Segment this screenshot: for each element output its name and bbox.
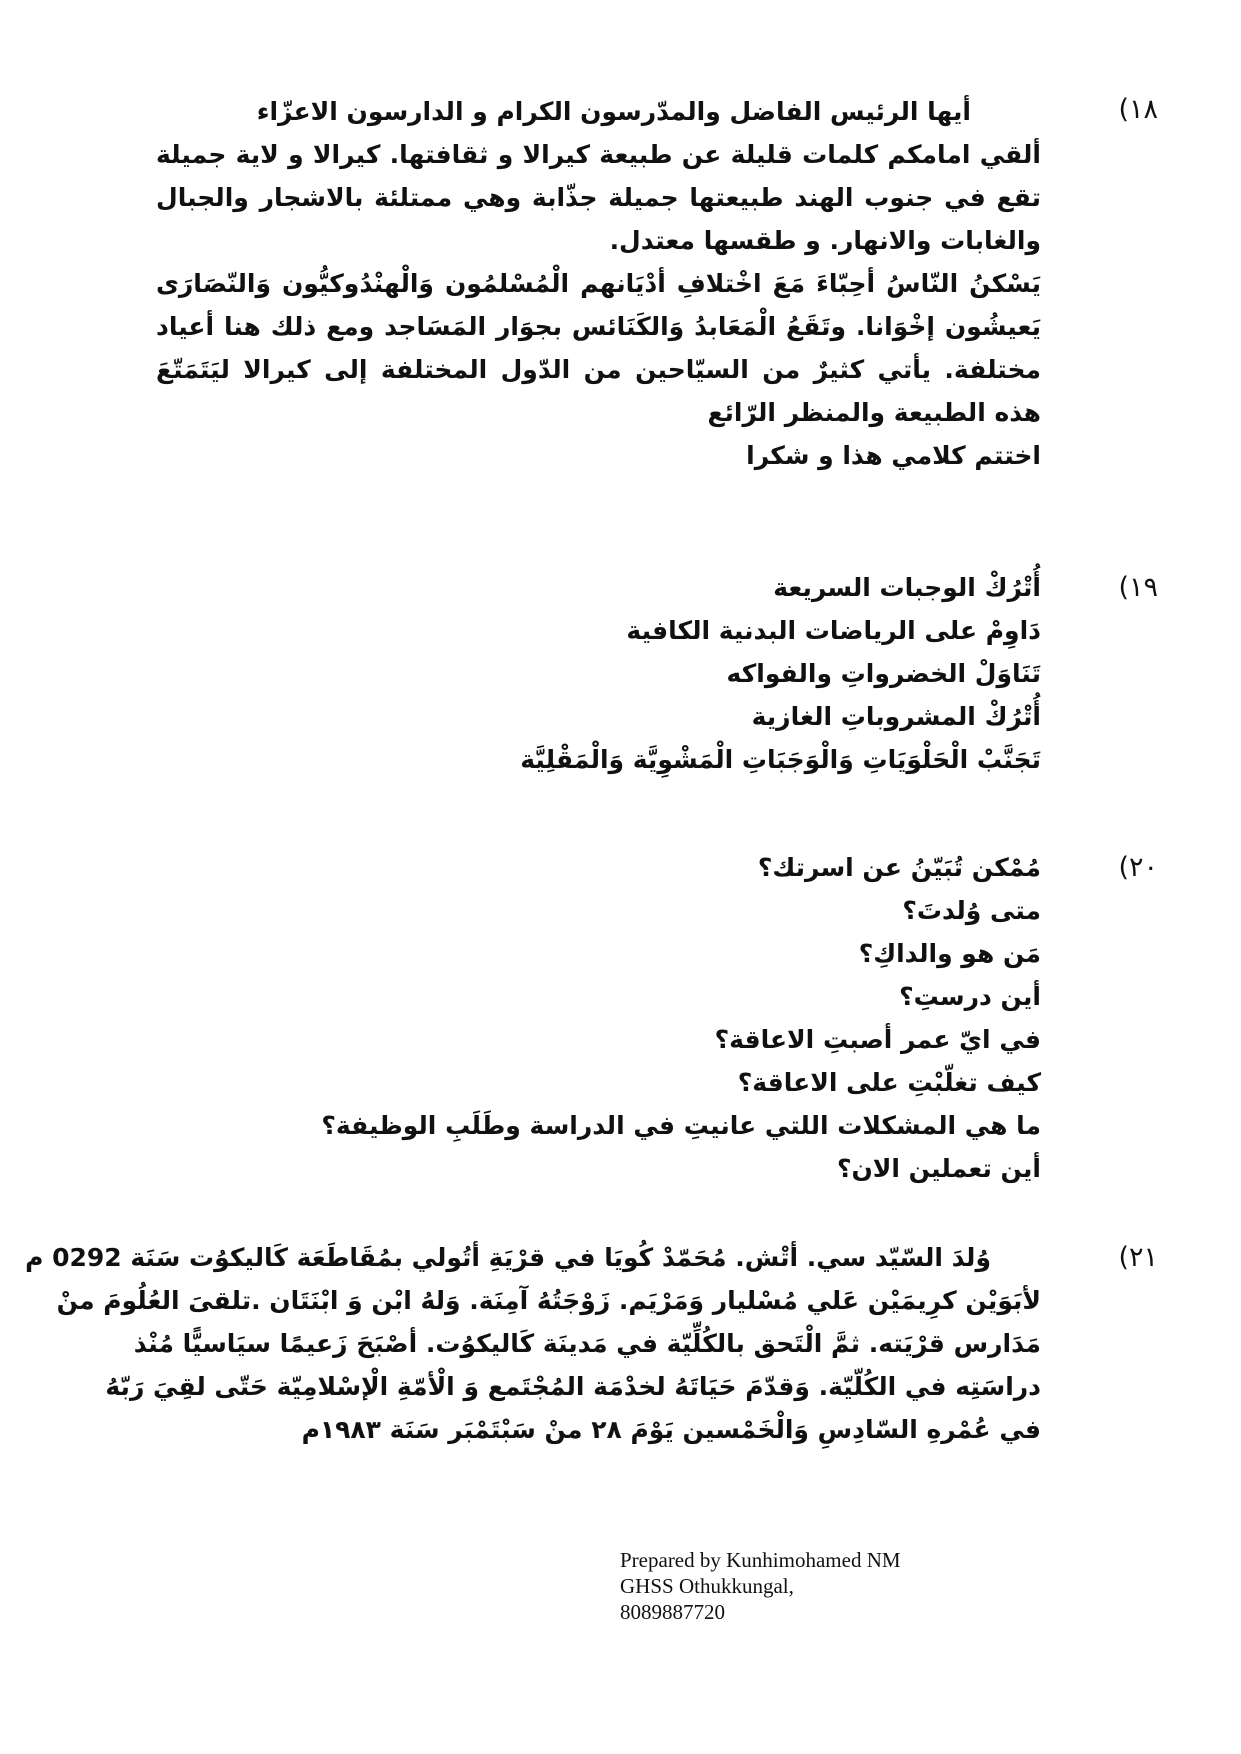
question-18-paragraph [156, 90, 1041, 477]
text-line: يَعيشُون إخْوَانا. وتَقَعُ الْمَعَابدُ وَالكَنَائس بجوَار المَسَاجد ومع ذلك هنا أعياد [156, 312, 1041, 341]
text-line: أيها الرئيس الفاضل والمدّرسون الكرام و الدارسون الاعزّاء [256, 97, 971, 126]
list-item: متى وُلدتَ؟ [902, 896, 1041, 925]
text-line: في عُمْرهِ السّادِسِ وَالْخَمْسين يَوْمَ ٢٨ منْ سَبْتَمْبَر سَنَة ١٩٨٣م [301, 1415, 1041, 1444]
list-item: ما هي المشكلات اللتي عانيتِ في الدراسة وطَلَبِ الوظيفة؟ [321, 1111, 1041, 1140]
question-21-paragraph [25, 1236, 1041, 1451]
text-line: يَسْكنُ النّاسُ أحِبّاءَ مَعَ اخْتلافِ أدْيَانهم الْمُسْلمُون وَالْهنْدُوكيُّون وَالنّصَارَى [156, 269, 1041, 298]
list-item: أُتْرُكْ الوجبات السريعة [773, 573, 1041, 602]
author-footer [620, 1547, 901, 1625]
text-line: لأبَوَيْن كرِيمَيْن عَلي مُسْليار وَمَرْيَم. زَوْجَتُهُ آمِنَة. وَلهُ ابْن وَ ابْنَتَان .تلقىَ العُلُومَ منْ [56, 1286, 1041, 1315]
list-item: دَاوِمْ على الرياضات البدنية الكافية [626, 616, 1041, 645]
text-line: اختتم كلامي هذا و شكرا [746, 441, 1041, 470]
question-19-list [341, 566, 1041, 781]
text-line: ألقي امامكم كلمات قليلة عن طبيعة كيرالا و ثقافتها. كيرالا و لاية جميلة [156, 140, 1041, 169]
question-20-list [156, 846, 1041, 1190]
text-line: تقع في جنوب الهند طبيعتها جميلة جذّابة وهي ممتلئة بالاشجار والجبال [156, 183, 1041, 212]
text-line: مختلفة. يأتي كثيرٌ من السيّاحين من الدّول المختلفة إلى كيرالا ليَتَمَتّعَ [156, 355, 1041, 384]
text-line: والغابات والانهار. و طقسها معتدل. [609, 226, 1041, 255]
text-line: وُلدَ السّيّد سي. أتْش. مُحَمّدْ كُويَا في قرْيَةِ أتُولي بمُقَاطَعَة كَاليكوُت سَنَة 0292 م [25, 1243, 991, 1272]
list-item: تَجَنَّبْ الْحَلْوَيَاتِ وَالْوَجَبَاتِ الْمَشْوِيَّة وَالْمَقْلِيَّة [520, 745, 1041, 774]
school-name: GHSS Othukkungal, [620, 1574, 794, 1598]
list-item: في ايّ عمر أصبتِ الاعاقة؟ [714, 1025, 1041, 1054]
phone-number: 8089887720 [620, 1600, 725, 1624]
text-line: دراسَتِه في الكُلّيّة. وَقدّمَ حَيَاتَهُ لخدْمَة المُجْتَمع وَ الْأمّةِ الْإسْلامِيّة حَتّى لقِيَ رَبّهُ [105, 1372, 1041, 1401]
list-item: أين درستِ؟ [899, 982, 1041, 1011]
author-name: Prepared by Kunhimohamed NM [620, 1548, 901, 1572]
text-line: هذه الطبيعة والمنظر الرّائع [707, 398, 1041, 427]
list-item: أين تعملين الان؟ [836, 1154, 1041, 1183]
list-item: تَنَاوَلْ الخضرواتِ والفواكه [726, 659, 1041, 688]
text-line: مَدَارس قرْيَته. ثمَّ الْتَحق بالكُلِّيّة في مَدينَة كَاليكوُت. أصْبَحَ زَعيمًا سيَاسيًّا مُنْذ [133, 1329, 1041, 1358]
list-item: مُمْكن تُبَيّنُ عن اسرتك؟ [757, 853, 1041, 882]
question-number-21: ٢١) [1118, 1242, 1158, 1273]
list-item: كيف تغلّبْتِ على الاعاقة؟ [737, 1068, 1041, 1097]
question-number-18: ١٨) [1118, 94, 1158, 125]
question-number-19: ١٩) [1118, 572, 1158, 603]
list-item: مَن هو والداكِ؟ [858, 939, 1041, 968]
list-item: أُتْرُكْ المشروباتِ الغازية [751, 702, 1041, 731]
question-number-20: ٢٠) [1118, 852, 1158, 883]
